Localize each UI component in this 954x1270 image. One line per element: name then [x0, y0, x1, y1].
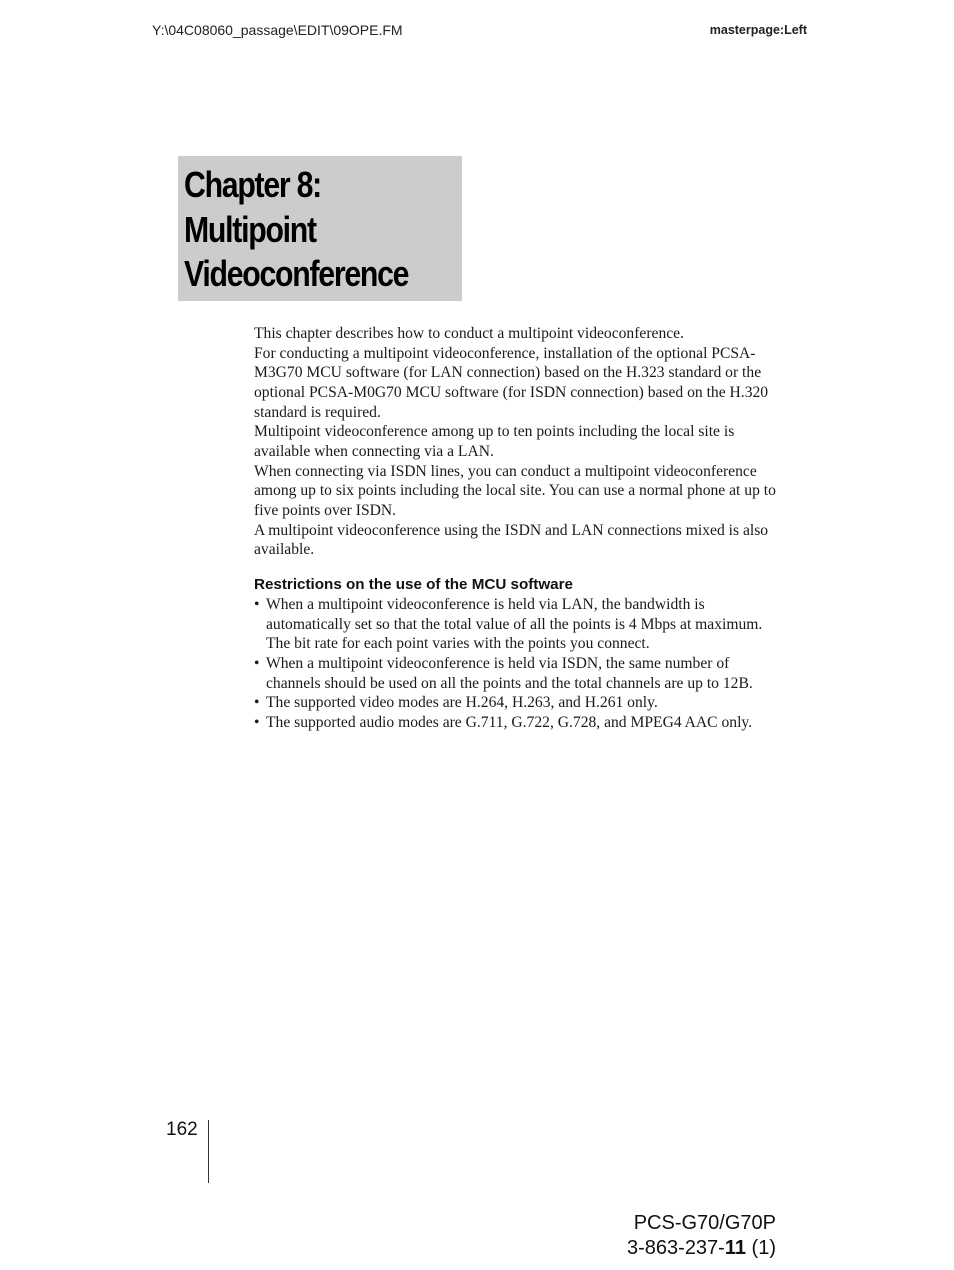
restriction-item-text: When a multipoint videoconference is held via LAN, the bandwidth is automatically set so that the total value of all the points is 4 Mbps at maximum. The bit rate for each point varies with the points you connect.: [266, 595, 763, 653]
page-number-divider: [208, 1120, 209, 1183]
chapter-title-line-2: Multipoint: [184, 208, 316, 250]
chapter-title-line-1: Chapter 8:: [184, 164, 321, 205]
document-code-prefix: 3-863-237-: [627, 1237, 725, 1259]
intro-paragraph-3: Multipoint videoconference among up to ten points including the local site is available when connecting via a LAN.: [254, 423, 735, 460]
restrictions-heading: Restrictions on the use of the MCU software: [254, 575, 573, 593]
body-content: [254, 324, 784, 732]
page-number: 162: [166, 1119, 198, 1140]
chapter-title: [184, 163, 408, 297]
model-name: PCS-G70/G70P: [633, 1212, 776, 1234]
restriction-item-lan-bandwidth: [254, 595, 784, 654]
bullet-icon: •: [254, 694, 260, 712]
bullet-icon: •: [254, 654, 260, 672]
bullet-icon: •: [254, 713, 260, 731]
restriction-item-text: The supported video modes are H.264, H.263, and H.261 only.: [266, 694, 658, 712]
document-code-suffix: (1): [746, 1237, 776, 1259]
intro-paragraph-4: When connecting via ISDN lines, you can conduct a multipoint videoconference among up to six points including the local site. You can use a normal phone at up to five points over ISDN.: [254, 462, 776, 519]
intro-paragraph-2: For conducting a multipoint videoconference, installation of the optional PCSA-M3G70 MCU software (for LAN connection) based on the H.323 standard or the optional PCSA-M0G70 MCU software (for ISDN connection) based on the H.320 standard is required.: [254, 344, 769, 421]
header-file-path: Y:\04C08060_passage\EDIT\09OPE.FM: [152, 22, 403, 38]
document-code-revision: 11: [724, 1237, 746, 1259]
restriction-item-audio-modes: [254, 713, 784, 733]
document-code: [627, 1236, 776, 1261]
restriction-item-isdn-channels: [254, 654, 784, 693]
restrictions-list: [254, 595, 784, 733]
header-masterpage-label: masterpage:Left: [709, 23, 807, 37]
restriction-item-text: The supported audio modes are G.711, G.722, G.728, and MPEG4 AAC only.: [266, 713, 753, 731]
model-info: [627, 1211, 776, 1261]
restriction-item-text: When a multipoint videoconference is held via ISDN, the same number of channels should be used on all the points and the total channels are up to 12B.: [266, 654, 753, 692]
chapter-title-line-3: Videoconference: [184, 253, 409, 294]
restriction-item-video-modes: [254, 693, 784, 713]
bullet-icon: •: [254, 595, 260, 613]
chapter-title-box: [178, 156, 462, 301]
intro-paragraph-1: This chapter describes how to conduct a multipoint videoconference.: [254, 325, 684, 342]
intro-paragraph-5: A multipoint videoconference using the ISDN and LAN connections mixed is also available.: [254, 521, 769, 559]
